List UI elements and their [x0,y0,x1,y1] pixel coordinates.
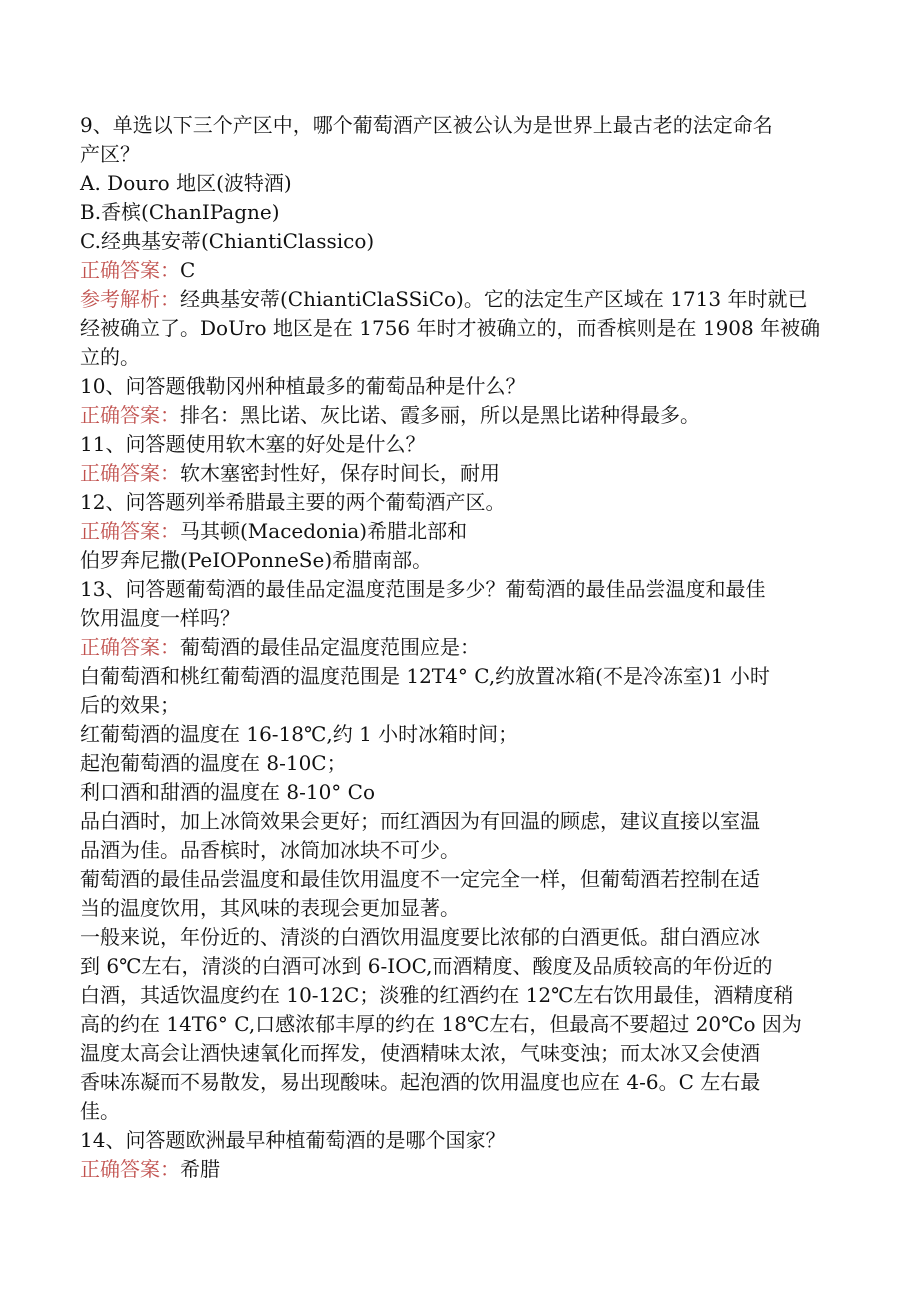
q9-question-line-2: 产区？ [80,142,140,166]
answer-text: C [180,258,196,282]
q13-body-line: 起泡葡萄酒的温度在 8-10C； [80,751,347,775]
q13-body-line: 利口酒和甜酒的温度在 8-10° Co [80,780,375,804]
answer-label: 正确答案： [80,1157,180,1181]
q9-question-line-1: 9、单选以下三个产区中，哪个葡萄酒产区被公认为是世界上最古老的法定命名 [80,113,773,137]
q12-answer-line-2: 伯罗奔尼撒(PeIOPonneSe)希腊南部。 [80,548,433,572]
q9-analysis-line-2: 经被确立了。DoUro 地区是在 1756 年时才被确立的，而香槟则是在 1908 年被确 [80,316,821,340]
answer-label: 正确答案： [80,461,180,485]
q13-body-line: 红葡萄酒的温度在 16-18℃,约 1 小时冰箱时间； [80,722,519,746]
q13-body-line: 白葡萄酒和桃红葡萄酒的温度范围是 12T4° C,约放置冰箱(不是冷冻室)1 小时 [80,664,770,688]
answer-text: 马其顿(Macedonia)希腊北部和 [180,519,468,543]
q13-body-line: 品酒为佳。品香槟时，冰筒加冰块不可少。 [80,838,460,862]
q11-answer [80,459,840,488]
q9-analysis-line-1 [80,285,840,314]
answer-text: 排名：黑比诺、灰比诺、霞多丽，所以是黑比诺种得最多。 [180,403,700,427]
q13-body-line: 一般来说，年份近的、清淡的白酒饮用温度要比浓郁的白酒更低。甜白酒应冰 [80,925,760,949]
analysis-text: 经典基安蒂(ChiantiClaSSiCo)。它的法定生产区域在 1713 年时就已 [180,287,808,311]
q11-question: 11、问答题使用软木塞的好处是什么？ [80,432,426,456]
answer-label: 正确答案： [80,519,180,543]
q10-answer [80,401,840,430]
q10-question: 10、问答题俄勒冈州种植最多的葡萄品种是什么？ [80,374,526,398]
answer-label: 正确答案： [80,403,180,427]
answer-text: 希腊 [180,1157,220,1181]
answer-text: 葡萄酒的最佳品定温度范围应是： [180,635,480,659]
analysis-label: 参考解析： [80,287,180,311]
q13-question-line-1: 13、问答题葡萄酒的最佳品定温度范围是多少？葡萄酒的最佳品尝温度和最佳 [80,577,766,601]
answer-text: 软木塞密封性好，保存时间长，耐用 [180,461,500,485]
q13-body-line: 香味冻凝而不易散发，易出现酸味。起泡酒的饮用温度也应在 4-6。C 左右最 [80,1070,761,1094]
q13-answer [80,633,840,662]
q13-body-line: 后的效果； [80,693,180,717]
q13-body-line: 品白酒时，加上冰筒效果会更好；而红酒因为有回温的顾虑，建议直接以室温 [80,809,760,833]
q13-body-line: 白酒，其适饮温度约在 10-12C；淡雅的红酒约在 12℃左右饮用最佳，酒精度稍 [80,983,794,1007]
q9-option-a: A. Douro 地区(波特酒) [80,171,292,195]
answer-label: 正确答案： [80,258,180,282]
q9-option-c: C.经典基安蒂(ChiantiClassico) [80,229,375,253]
q9-answer [80,256,840,285]
q13-body-line: 佳。 [80,1099,120,1123]
q9-option-b: B.香槟(ChanIPagne) [80,200,280,224]
q14-question: 14、问答题欧洲最早种植葡萄酒的是哪个国家？ [80,1128,506,1152]
q9-analysis-line-3: 立的。 [80,345,140,369]
q13-body-line: 温度太高会让酒快速氧化而挥发，使酒精味太浓，气味变浊；而太冰又会使酒 [80,1041,760,1065]
q12-question: 12、问答题列举希腊最主要的两个葡萄酒产区。 [80,490,506,514]
q12-answer [80,517,840,546]
answer-label: 正确答案： [80,635,180,659]
q13-body-line: 到 6℃左右，清淡的白酒可冰到 6-IOC,而酒精度、酸度及品质较高的年份近的 [80,954,773,978]
q13-body-line: 当的温度饮用，其风味的表现会更加显著。 [80,896,460,920]
q13-question-line-2: 饮用温度一样吗？ [80,606,240,630]
q13-body-line: 高的约在 14T6° C,口感浓郁丰厚的约在 18℃左右，但最高不要超过 20℃o 因为 [80,1012,802,1036]
q14-answer [80,1155,840,1184]
q13-body-line: 葡萄酒的最佳品尝温度和最佳饮用温度不一定完全一样，但葡萄酒若控制在适 [80,867,760,891]
